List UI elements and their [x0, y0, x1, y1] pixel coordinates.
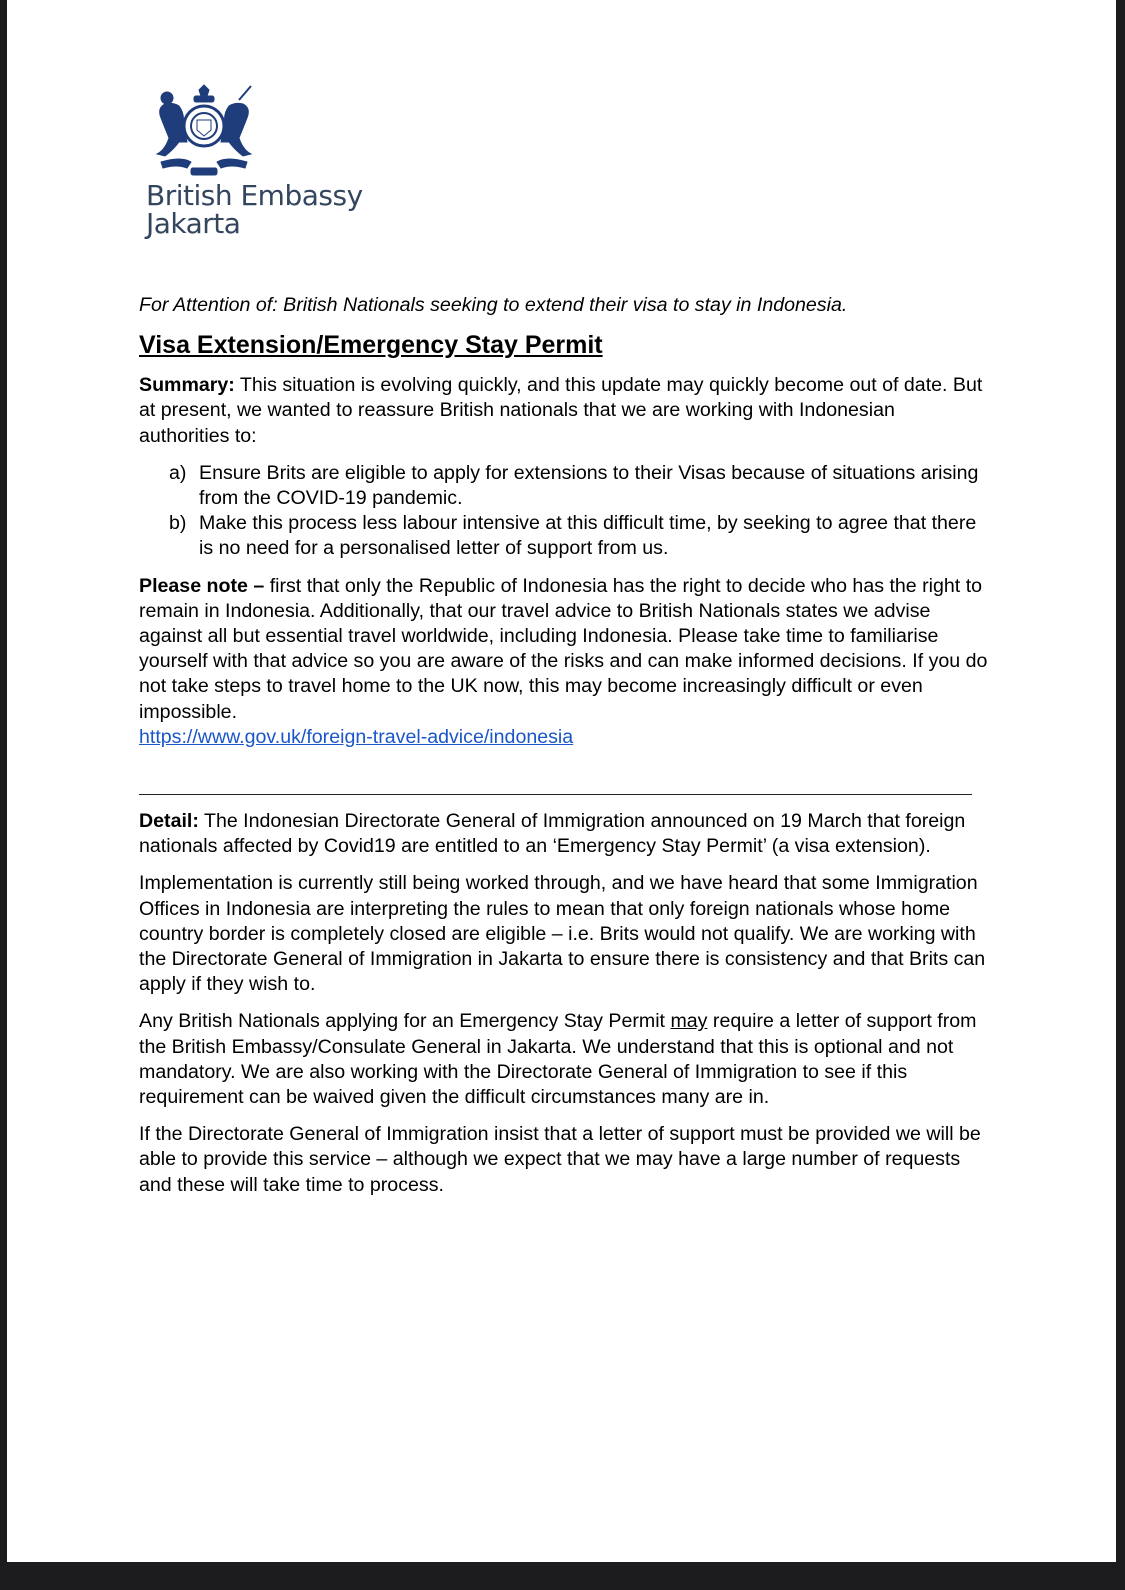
list-item — [139, 511, 989, 561]
summary-list — [139, 461, 989, 562]
org-name-line1: British Embassy — [146, 179, 363, 212]
note-paragraph — [139, 574, 989, 750]
document-title: Visa Extension/Emergency Stay Permit — [139, 331, 603, 360]
note-text: first that only the Republic of Indonesia has the right to decide who has the right to remain in Indonesia. Additionally, that our travel advice to British Nationals states we advise against all but essential travel worldwide, including Indonesia. Please take time to familiarise yourself with that advice so you are aware of the risks and can make informed decisions. If you do not take steps to travel home to the UK now, this may become increasingly difficult or even impossible. — [139, 574, 988, 723]
p3-text-before: Any British Nationals applying for an Emergency Stay Permit — [139, 1010, 671, 1033]
p3-text-after: require a letter of support from the British Embassy/Consulate General in Jakarta. We understand that this is optional and not mandatory. We are also working with the Directorate General of Immigration to see if this requirement can be waived given the difficult circumstances many are in. — [139, 1010, 977, 1109]
list-item-text: Ensure Brits are eligible to apply for extensions to their Visas because of situations arising from the COVID-19 pandemic. — [199, 461, 979, 510]
detail-label: Detail: — [139, 810, 199, 833]
travel-advice-link[interactable]: https://www.gov.uk/foreign-travel-advice/indonesia — [139, 725, 574, 748]
p3-underlined-word: may — [670, 1010, 708, 1033]
list-item-text: Make this process less labour intensive at this difficult time, by seeking to agree that there is no need for a personalised letter of support from us. — [199, 512, 977, 560]
implementation-paragraph: Implementation is currently still being worked through, and we have heard that some Immigration Offices in Indonesia are interpreting the rules to mean that only foreign nationals whose home country border is completely closed are eligible – i.e. Brits would not qualify. We are working with the Directorate General of Immigration in Jakarta to ensure there is consistency and that Brits can apply if they wish to. — [139, 872, 986, 996]
list-marker: a) — [169, 461, 187, 484]
list-marker: b) — [169, 512, 187, 535]
document-page — [7, 0, 1116, 1562]
list-item — [139, 461, 989, 511]
note-label: Please note – — [139, 574, 265, 597]
summary-paragraph — [139, 373, 989, 449]
summary-text: This situation is evolving quickly, and this update may quickly become out of date. But at present, we wanted to reassure British nationals that we are working with Indonesian authorities to: — [139, 374, 983, 447]
service-paragraph: If the Directorate General of Immigration insist that a letter of support must be provided we will be able to provide this service – although we expect that we may have a large number of requests and these will take time to process. — [139, 1123, 981, 1196]
detail-paragraph — [139, 809, 989, 859]
detail-text: The Indonesian Directorate General of Immigration announced on 19 March that foreign nationals affected by Covid19 are entitled to an ‘Emergency Stay Permit’ (a visa extension). — [139, 810, 966, 858]
divider — [139, 794, 972, 795]
summary-label: Summary: — [139, 374, 235, 397]
letter-of-support-paragraph — [139, 1009, 989, 1110]
organisation-name — [146, 179, 363, 240]
org-name-line2: Jakarta — [146, 207, 241, 240]
royal-coat-of-arms-icon — [147, 84, 262, 178]
document-body — [139, 293, 989, 1210]
attention-line: For Attention of: British Nationals seeking to extend their visa to stay in Indonesia. — [139, 294, 848, 316]
